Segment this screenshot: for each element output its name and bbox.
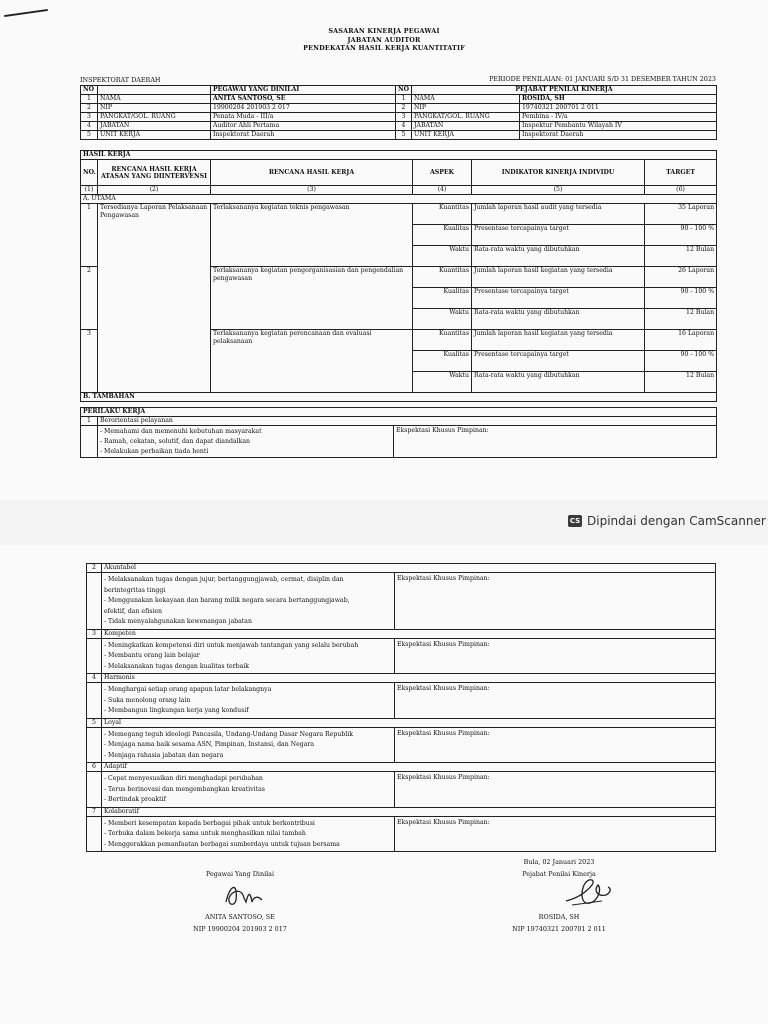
- perilaku-row: [87, 638, 716, 674]
- atasan-intervensi: Tersedianya Laporan Pelaksanaan Pengawasan: [98, 204, 211, 393]
- pen-mark: [4, 9, 48, 17]
- doc-subtitle: JABATAN AUDITOR: [347, 36, 421, 44]
- identity-row: 5 UNIT KERJA Inspektorat Daerah 5 UNIT KERJA Inspektorat Daerah: [81, 131, 717, 140]
- ekspektasi-cell: Ekspektasi Khusus Pimpinan:: [395, 772, 716, 808]
- perilaku-title-row: 5 Loyal: [87, 718, 716, 727]
- table-row: Kualitas Presentase tercapainya target 90 - 100 %: [81, 288, 717, 309]
- behavior-point: berintegritas tinggi: [104, 586, 166, 594]
- right-signature: [562, 875, 614, 911]
- scanned-page-1: [0, 0, 768, 500]
- identity-row: 1 NAMA ANITA SANTOSO, SE 1 NAMA ROSIDA, SH: [81, 95, 717, 104]
- col-no: NO: [81, 86, 98, 95]
- right-name: ROSIDA, SH: [538, 913, 580, 921]
- perilaku-row: - Memahami dan memenuhi kebutuhan masyarakat - Ramah, cekatan, solutif, dan dapat diandalkan - Melakukan perbaikan tiada henti Ekspektasi Khusus Pimpinan:: [81, 426, 717, 458]
- perilaku-title-row: 7 Kolaboratif: [87, 807, 716, 816]
- table-row: 1 Tersedianya Laporan Pelaksanaan Pengawasan Terlaksananya kegiatan teknis pengawasan Kuantitas Jumlah laporan hasil audit yang tersedia 35 Laporan: [81, 204, 717, 225]
- behavior-point: - Terbuka dalam bekerja sama untuk menghasilkan nilai tambah: [104, 830, 306, 837]
- behavior-point: - Terus berinovasi dan mengembangkan kreativitas: [104, 785, 265, 793]
- table-row: Kualitas Presentase tercapainya target 90 - 100 %: [81, 351, 717, 372]
- perilaku-title-row: 1 Berorientasi pelayanan: [81, 417, 717, 426]
- period-label: PERIODE PENILAIAN: 01 JANUARI S/D 31 DESEMBER TAHUN 2023: [489, 75, 716, 83]
- perilaku-row: [87, 573, 716, 630]
- left-nip: NIP 19900204 201903 2 017: [193, 925, 287, 933]
- behavior-point: - Bertindak proaktif: [104, 796, 166, 803]
- table-row: Waktu Rata-rata waktu yang dibutuhkan 12 Bulan: [81, 246, 717, 267]
- table-row: Waktu Rata-rata waktu yang dibutuhkan 12 Bulan: [81, 372, 717, 393]
- col-pejabat: PEJABAT PENILAI KINERJA: [412, 86, 717, 95]
- behavior-point: efektif, dan efisien: [104, 607, 163, 615]
- section-perilaku: PERILAKU KERJA: [81, 408, 717, 417]
- ekspektasi-cell: Ekspektasi Khusus Pimpinan:: [395, 683, 716, 719]
- right-nip: NIP 19740321 200701 2 011: [512, 925, 606, 933]
- perilaku-table-2: [86, 563, 716, 852]
- identity-row: 3 PANGKAT/GOL. RUANG Penata Muda - III/a 3 PANGKAT/GOL. RUANG Pembina - IV/a: [81, 113, 717, 122]
- identity-header-row: [81, 86, 717, 95]
- table-row: 2 Terlaksananya kegiatan pengorganisasian dan pengendalian pengawasan Kuantitas Jumlah laporan hasil kegiatan yang tersedia 26 Laporan: [81, 267, 717, 288]
- identity-row: 2 NIP 19900204 201903 2 017 2 NIP 19740321 200701 2 011: [81, 104, 717, 113]
- ekspektasi-cell: Ekspektasi Khusus Pimpinan:: [395, 638, 716, 674]
- behavior-point: - Memegang teguh ideologi Pancasila, Undang-Undang Dasar Negara Republik: [104, 730, 353, 738]
- perilaku-row: [87, 816, 716, 852]
- behavior-point: - Melaksanakan tugas dengan jujur, bertanggungjawab, cermat, disiplin dan: [104, 576, 344, 583]
- ekspektasi-cell: Ekspektasi Khusus Pimpinan:: [394, 426, 717, 458]
- behavior-point: - Menggerakkan pemanfaatan berbagai sumberdaya untuk tujuan bersama: [104, 840, 340, 848]
- behavior-point: - Membantu orang lain belajar: [104, 652, 200, 659]
- behavior-point: - Menghargai setiap orang apapun latar belakangnya: [104, 686, 272, 693]
- identity-row: 4 JABATAN Auditor Ahli Pertama 4 JABATAN Inspektur Pembantu Wilayah IV: [81, 122, 717, 131]
- behavior-point: - Menjaga nama baik sesama ASN, Pimpinan, Instansi, dan Negara: [104, 741, 315, 748]
- perilaku-row: [87, 772, 716, 808]
- camscanner-watermark: [568, 514, 766, 528]
- col-pegawai: PEGAWAI YANG DINILAI: [211, 86, 396, 95]
- doc-title: SASARAN KINERJA PEGAWAI: [328, 27, 440, 35]
- left-signature: [220, 880, 264, 910]
- behavior-point: - Tidak menyalahgunakan kewenangan jabatan: [104, 618, 252, 625]
- agency-label: INSPEKTORAT DAERAH: [80, 76, 161, 84]
- right-role: Pejabat Penilai Kinerja: [522, 870, 596, 878]
- behavior-point: - Suka menolong orang lain: [104, 696, 191, 704]
- perilaku-table-1: [80, 407, 717, 458]
- behavior-point: - Menggunakan kekayaan dan barang milik negara secara bertanggungjawab,: [104, 597, 350, 604]
- subsection-utama: A. UTAMA: [81, 195, 717, 204]
- section-hasil-kerja: HASIL KERJA: [81, 151, 717, 160]
- camscanner-text: Dipindai dengan CamScanner: [587, 514, 766, 528]
- behavior-point: - Membangun lingkungan kerja yang kondusif: [104, 707, 249, 714]
- behavior-point: - Cepat menyesuaikan diri menghadapi perubahan: [104, 775, 263, 782]
- perilaku-title-row: 6 Adaptif: [87, 763, 716, 772]
- behavior-point: - Menjaga rahasia jabatan dan negara: [104, 751, 224, 759]
- identity-table: [80, 85, 717, 140]
- perilaku-title-row: 3 Kompeten: [87, 629, 716, 638]
- table-row: Waktu Rata-rata waktu yang dibutuhkan 12 Bulan: [81, 309, 717, 330]
- perilaku-title-row: 4 Harmonis: [87, 674, 716, 683]
- behavior-point: - Meningkatkan kompetensi diri untuk menjawab tantangan yang selalu berubah: [104, 641, 359, 649]
- table-row: 3 Terlaksananya kegiatan perencanaan dan evaluasi pelaksanaan Kuantitas Jumlah laporan hasil kegiatan yang tersedia 16 Laporan: [81, 330, 717, 351]
- subsection-tambahan: B. TAMBAHAN: [81, 393, 717, 402]
- camscanner-icon: CS: [569, 517, 581, 525]
- left-role: Pegawai Yang Dinilai: [205, 870, 275, 878]
- doc-subtitle-2: PENDEKATAN HASIL KERJA KUANTITATIF: [303, 44, 465, 52]
- perilaku-row: [87, 683, 716, 719]
- ekspektasi-cell: Ekspektasi Khusus Pimpinan:: [395, 816, 716, 852]
- scanned-page-2: [0, 545, 768, 1024]
- perilaku-title-row: 2 Akuntabel: [87, 564, 716, 573]
- ekspektasi-cell: Ekspektasi Khusus Pimpinan:: [395, 573, 716, 630]
- hasil-kerja-table: [80, 150, 717, 402]
- perilaku-row: [87, 727, 716, 763]
- behavior-point: - Melaksanakan tugas dengan kualitas terbaik: [104, 662, 250, 670]
- ekspektasi-cell: Ekspektasi Khusus Pimpinan:: [395, 727, 716, 763]
- column-number-row: (1) (2) (3) (4) (5) (6): [81, 186, 717, 195]
- left-name: ANITA SANTOSO, SE: [205, 913, 275, 921]
- col-no-right: NO: [396, 86, 412, 95]
- behavior-point: - Memberi kesempatan kepada berbagai pihak untuk berkontribusi: [104, 819, 315, 827]
- table-row: Kualitas Presentase tercapainya target 90 - 100 %: [81, 225, 717, 246]
- hasil-header-row: NO. RENCANA HASIL KERJA ATASAN YANG DIINTERVENSI RENCANA HASIL KERJA ASPEK INDIKATOR KINERJA INDIVIDU TARGET: [81, 160, 717, 186]
- place-date: Bula, 02 Januari 2023: [523, 858, 595, 866]
